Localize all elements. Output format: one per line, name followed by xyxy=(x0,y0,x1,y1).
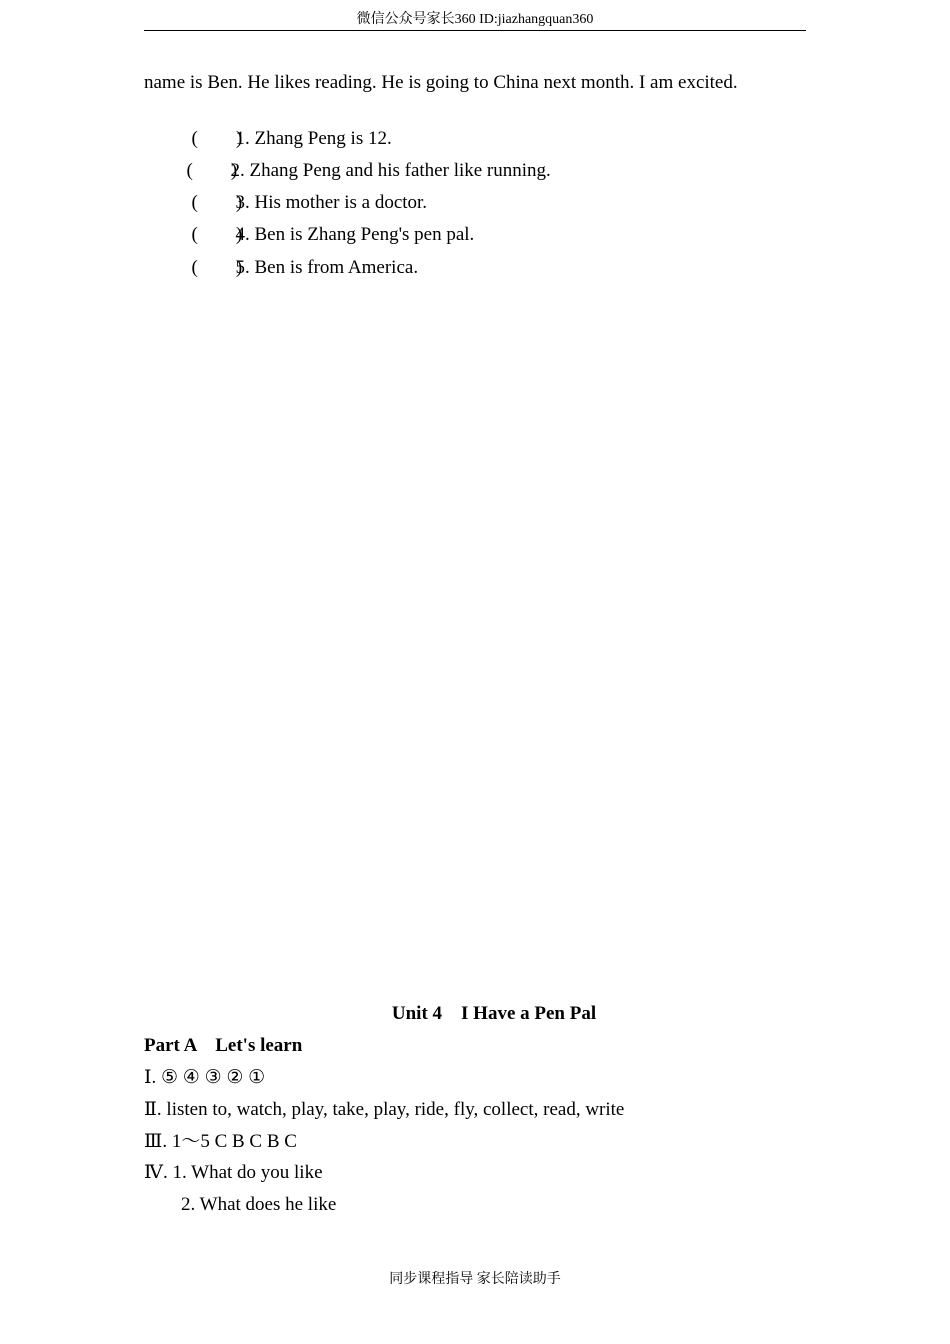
answer-sub-item: 2. What does he like xyxy=(181,1194,337,1215)
question-text: 4. Ben is Zhang Peng's pen pal. xyxy=(235,224,475,245)
answer-blank: ( ) xyxy=(191,224,243,245)
question-text: 5. Ben is from America. xyxy=(235,257,419,278)
question-text: 1. Zhang Peng is 12. xyxy=(235,128,392,149)
answer-item-4: Ⅳ. 1. What do you like xyxy=(144,1162,323,1183)
question-text: 2. Zhang Peng and his father like running. xyxy=(230,160,551,181)
answer-blank: ( ) xyxy=(191,128,243,149)
part-title: Part A Let's learn xyxy=(144,1035,303,1056)
answer-blank: ( ) xyxy=(191,192,243,213)
passage-line: name is Ben. He likes reading. He is going to China next month. I am excited. xyxy=(144,72,738,93)
page-footer: 同步课程指导 家长陪读助手 xyxy=(389,1272,561,1287)
page-header: 微信公众号家长360 ID:jiazhangquan360 xyxy=(144,10,806,31)
answer-item-2: Ⅱ. listen to, watch, play, take, play, ride, fly, collect, read, write xyxy=(144,1099,625,1120)
unit-title: Unit 4 I Have a Pen Pal xyxy=(391,1003,597,1024)
answer-blank: ( ) xyxy=(186,160,238,181)
answer-item-3: Ⅲ. 1～5 C B C B C xyxy=(144,1131,297,1152)
answer-item-1: Ⅰ. ⑤ ④ ③ ② ① xyxy=(144,1067,266,1088)
question-text: 3. His mother is a doctor. xyxy=(235,192,428,213)
question-5 xyxy=(182,232,418,280)
answer-blank: ( ) xyxy=(191,257,243,278)
